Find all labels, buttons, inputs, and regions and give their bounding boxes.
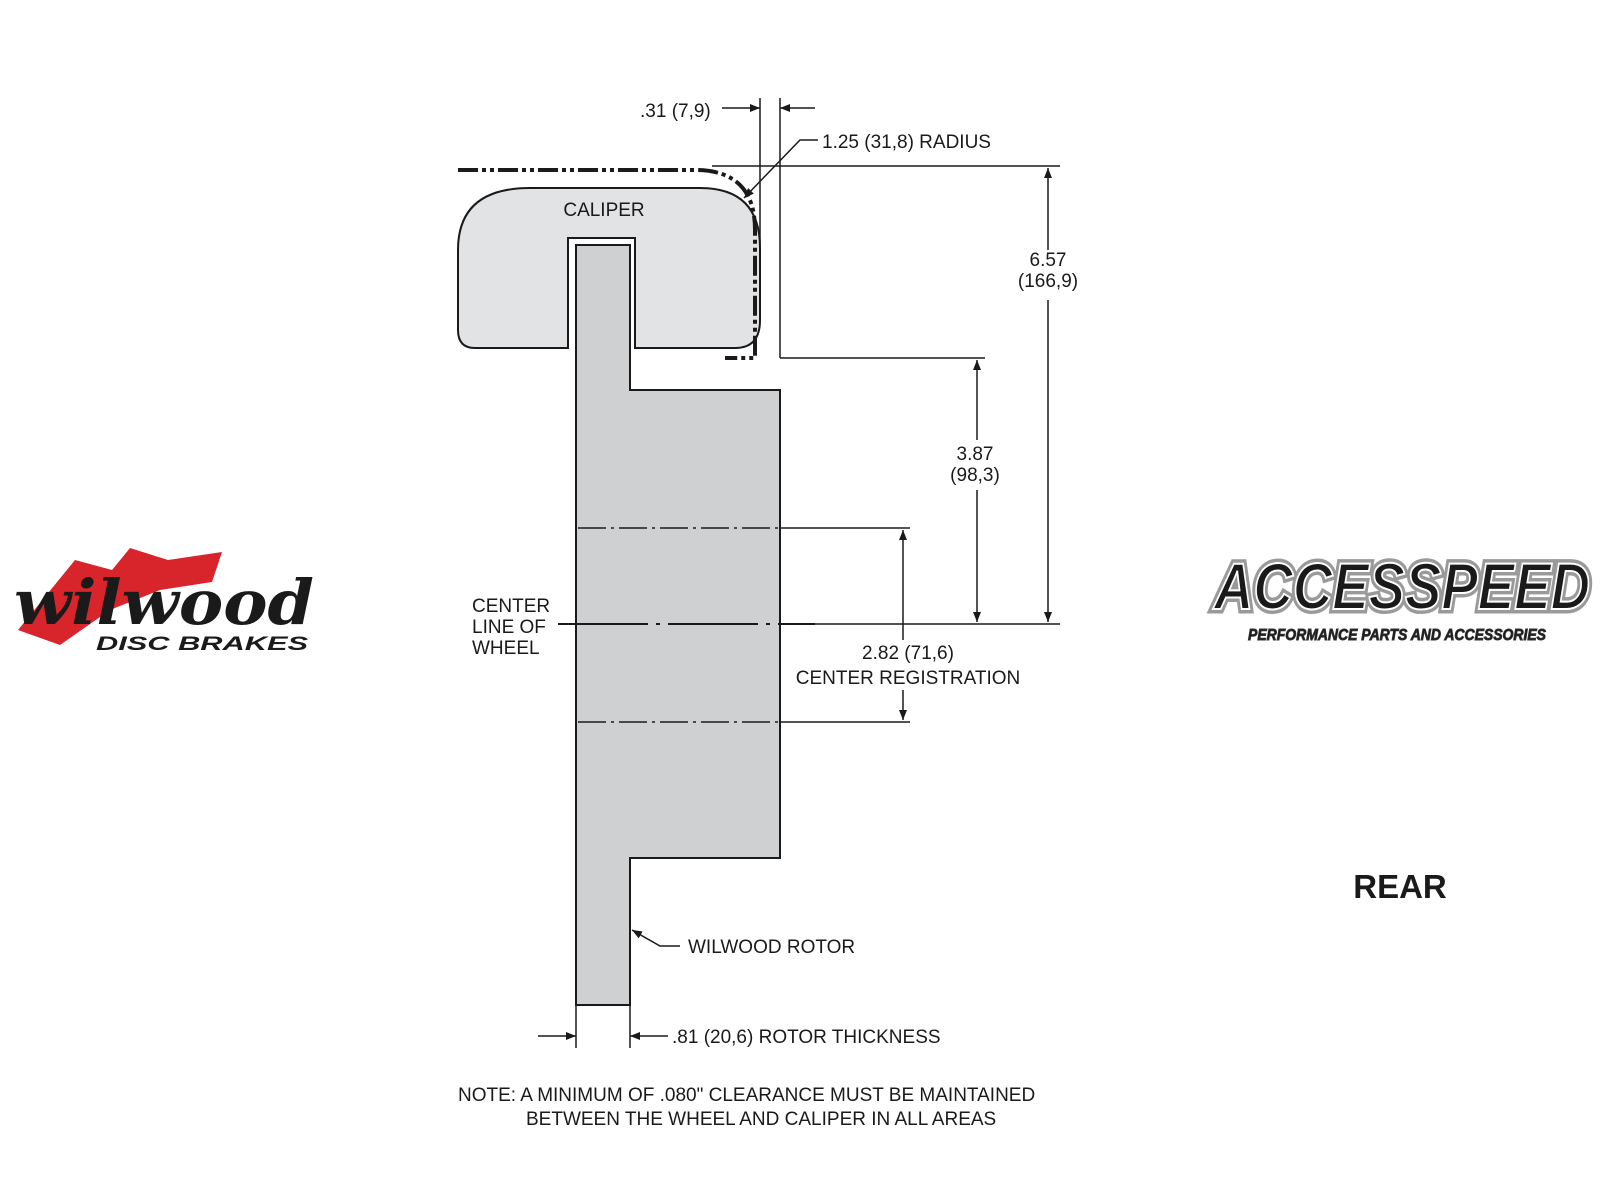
rotor-label: WILWOOD ROTOR [688,937,856,958]
accesspeed-logo-name: ACCESSPEED [1212,549,1590,623]
accesspeed-logo-tagline: PERFORMANCE PARTS AND ACCESSORIES [1248,627,1547,644]
center-registration-label: CENTER REGISTRATION [795,668,1021,689]
clearance-note-line-1: NOTE: A MINIMUM OF .080" CLEARANCE MUST BE MAINTAINED [458,1085,1036,1106]
center-line-label-2: LINE OF [472,617,546,638]
radius-dimension-label: 1.25 (31,8) RADIUS [822,132,991,153]
clearance-note-line-2: BETWEEN THE WHEEL AND CALIPER IN ALL AREAS [526,1109,997,1130]
wilwood-logo-tagline: DISC BRAKES [96,634,309,655]
total-dimension-value: 6.57 [1029,250,1067,271]
center-registration-value: 2.82 (71,6) [862,643,954,664]
center-line-label-3: WHEEL [472,638,540,659]
total-dimension-metric: (166,9) [1017,271,1079,292]
rotor-thickness-label: .81 (20,6) ROTOR THICKNESS [672,1027,941,1048]
mid-dimension-value: 3.87 [956,444,994,465]
caliper-label: CALIPER [563,200,645,221]
offset-dimension-label: .31 (7,9) [640,101,711,122]
rotor-leader [632,930,680,946]
mid-dimension-metric: (98,3) [950,465,1000,486]
wilwood-logo-name: wilwood [14,566,314,639]
radius-leader [744,140,818,198]
accesspeed-logo-name-shadow: ACCESSPEED [1212,549,1590,623]
wilwood-logo [14,548,314,655]
position-label: REAR [1353,868,1447,905]
center-line-label-1: CENTER [472,596,551,617]
accesspeed-logo [1212,549,1590,644]
